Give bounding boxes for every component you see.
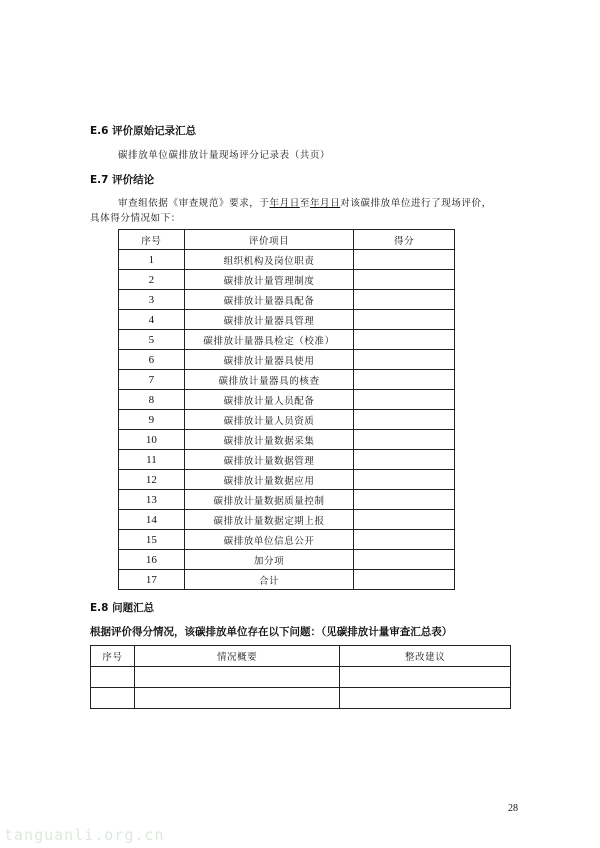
row-number-cell: 12 (119, 470, 185, 490)
evaluation-item-cell: 碳排放计量器具管理 (184, 310, 353, 330)
evaluation-item-cell: 碳排放计量管理制度 (184, 270, 353, 290)
table-row (119, 270, 455, 290)
row-number-cell: 3 (119, 290, 185, 310)
section-e8-intro: 根据评价得分情况，该碳排放单位存在以下问题：（见碳排放计量审查汇总表） (90, 626, 453, 638)
evaluation-item-cell: 碳排放单位信息公开 (184, 530, 353, 550)
end-date: 年月日 (309, 198, 341, 209)
evaluation-item-cell: 碳排放计量器具的核查 (184, 370, 353, 390)
row-number-cell: 8 (119, 390, 185, 410)
row-number-cell: 11 (119, 450, 185, 470)
score-cell (354, 270, 455, 290)
table-row (119, 330, 455, 350)
table-row (119, 450, 455, 470)
evaluation-item-cell: 合计 (184, 570, 353, 590)
table-row (91, 688, 511, 709)
row-number-cell: 17 (119, 570, 185, 590)
table-row (119, 530, 455, 550)
table-row (119, 250, 455, 270)
section-e6-heading: E.6 评价原始记录汇总 (90, 125, 197, 137)
table-row (119, 510, 455, 530)
row-number-cell: 16 (119, 550, 185, 570)
evaluation-item-cell: 碳排放计量数据采集 (184, 430, 353, 450)
row-number-cell: 2 (119, 270, 185, 290)
score-cell (354, 550, 455, 570)
row-number-cell: 13 (119, 490, 185, 510)
score-cell (354, 490, 455, 510)
page-number: 28 (508, 803, 518, 814)
table-row (119, 410, 455, 430)
evaluation-item-cell: 碳排放计量人员资质 (184, 410, 353, 430)
row-number-cell: 4 (119, 310, 185, 330)
paragraph-part: 对该碳排放单位进行了现场评价， (340, 198, 492, 209)
paragraph-part: 至 (299, 198, 310, 209)
header-cell-score: 得分 (354, 230, 455, 250)
section-e8-heading: E.8 问题汇总 (90, 602, 155, 614)
header-cell-no: 序号 (119, 230, 185, 250)
table-row (119, 470, 455, 490)
issue-table (90, 645, 511, 709)
score-cell (354, 410, 455, 430)
row-number-cell: 6 (119, 350, 185, 370)
table-row (119, 310, 455, 330)
summary-cell (134, 667, 339, 688)
row-number-cell (91, 688, 135, 709)
score-cell (354, 370, 455, 390)
score-cell (354, 390, 455, 410)
table-row (119, 370, 455, 390)
score-cell (354, 530, 455, 550)
row-number-cell: 5 (119, 330, 185, 350)
summary-cell (134, 688, 339, 709)
score-table (118, 229, 455, 590)
evaluation-item-cell: 碳排放计量器具配备 (184, 290, 353, 310)
table-row (119, 350, 455, 370)
table-row (119, 430, 455, 450)
row-number-cell (91, 667, 135, 688)
section-e7-heading: E.7 评价结论 (90, 174, 155, 186)
header-cell-summary: 情况概要 (134, 646, 339, 667)
evaluation-item-cell: 组织机构及岗位职责 (184, 250, 353, 270)
table-row (119, 550, 455, 570)
evaluation-item-cell: 碳排放计量数据管理 (184, 450, 353, 470)
evaluation-item-cell: 碳排放计量器具检定（校准） (184, 330, 353, 350)
table-header-row (91, 646, 511, 667)
score-cell (354, 290, 455, 310)
header-cell-item: 评价项目 (184, 230, 353, 250)
row-number-cell: 14 (119, 510, 185, 530)
table-header-row (119, 230, 455, 250)
evaluation-item-cell: 碳排放计量数据应用 (184, 470, 353, 490)
start-date: 年月日 (269, 198, 300, 209)
table-row (119, 570, 455, 590)
paragraph-part: 审查组依据《审查规范》要求，于 (118, 198, 270, 209)
score-cell (354, 350, 455, 370)
evaluation-item-cell: 碳排放计量数据质量控制 (184, 490, 353, 510)
evaluation-item-cell: 碳排放计量数据定期上报 (184, 510, 353, 530)
row-number-cell: 9 (119, 410, 185, 430)
score-cell (354, 430, 455, 450)
suggestion-cell (340, 667, 511, 688)
score-cell (354, 510, 455, 530)
table-row (119, 390, 455, 410)
score-cell (354, 450, 455, 470)
score-cell (354, 310, 455, 330)
section-e7-paragraph (118, 195, 492, 209)
table-row (119, 490, 455, 510)
evaluation-item-cell: 碳排放计量人员配备 (184, 390, 353, 410)
watermark: tanguanli.org.cn (4, 826, 165, 844)
evaluation-item-cell: 碳排放计量器具使用 (184, 350, 353, 370)
row-number-cell: 1 (119, 250, 185, 270)
section-e6-text: 碳排放单位碳排放计量现场评分记录表（共页） (118, 150, 331, 161)
score-cell (354, 250, 455, 270)
section-e7-paragraph-line2: 具体得分情况如下： (90, 213, 181, 224)
suggestion-cell (340, 688, 511, 709)
score-cell (354, 330, 455, 350)
score-cell (354, 570, 455, 590)
row-number-cell: 7 (119, 370, 185, 390)
header-cell-no: 序号 (91, 646, 135, 667)
score-cell (354, 470, 455, 490)
table-row (91, 667, 511, 688)
row-number-cell: 15 (119, 530, 185, 550)
evaluation-item-cell: 加分项 (184, 550, 353, 570)
table-row (119, 290, 455, 310)
row-number-cell: 10 (119, 430, 185, 450)
header-cell-suggestion: 整改建议 (340, 646, 511, 667)
